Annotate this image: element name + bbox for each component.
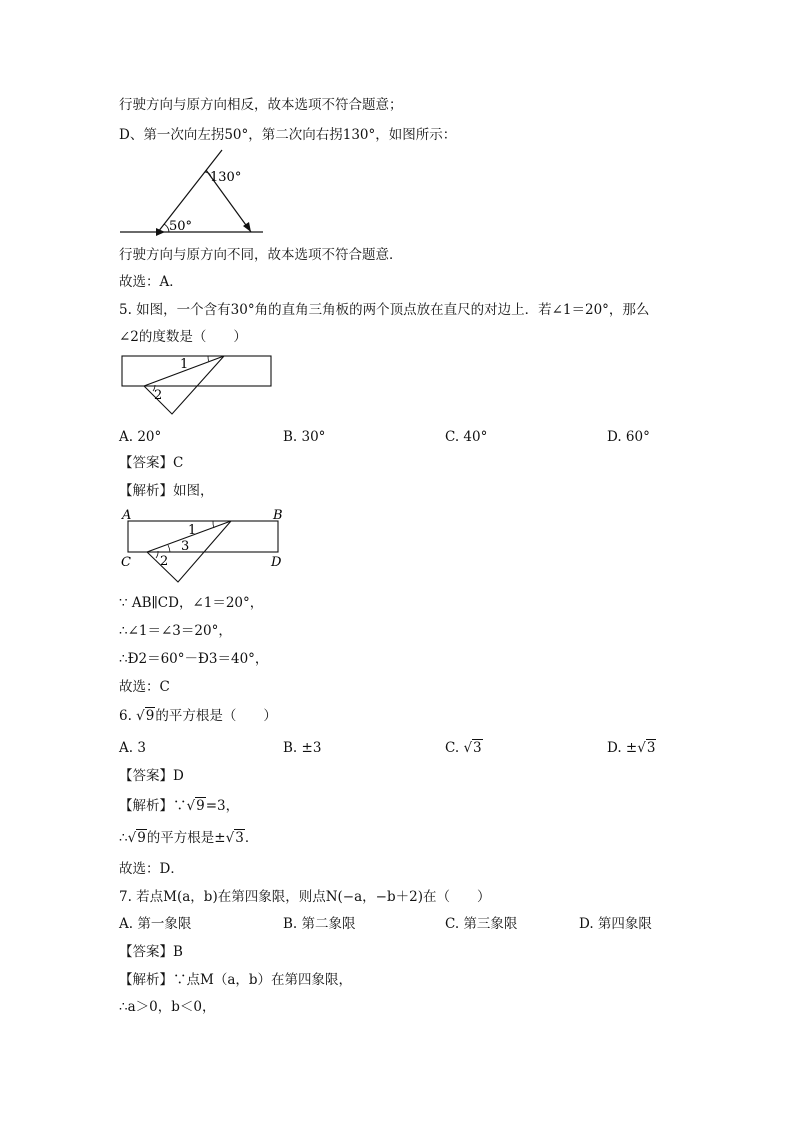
- solution-figure: [118, 506, 293, 584]
- answer-6: 【答案】D: [119, 768, 184, 784]
- angle-label-130: 130°: [210, 170, 242, 185]
- step-6: ∴√9的平方根是±√3．: [119, 830, 259, 846]
- turn-figure: [118, 150, 278, 240]
- step-3: ∴Ð2＝60°－Ð3＝40°，: [119, 651, 269, 667]
- text-line: 故选：A．: [119, 274, 183, 290]
- radical: √3: [637, 740, 656, 756]
- point-label-c: C: [121, 555, 131, 570]
- point-label-a: A: [122, 508, 132, 523]
- option-c: C. 40°: [445, 429, 488, 445]
- option-c: C. √3: [445, 740, 482, 756]
- option-d: D. 60°: [607, 429, 650, 445]
- question-number: 6.: [119, 708, 137, 724]
- option-a: A. 3: [119, 740, 146, 756]
- radical: √3: [463, 740, 482, 756]
- angle-label-1: 1: [180, 357, 189, 372]
- question-7: 7. 若点M(a，b)在第四象限，则点N(−a，−b＋2)在（ ）: [119, 889, 491, 905]
- option-a: A. 20°: [119, 429, 162, 445]
- answer-5: 【答案】C: [119, 455, 184, 471]
- option-c: C. 第三象限: [445, 916, 518, 932]
- explanation-7: 【解析】∵点M（a，b）在第四象限，: [119, 972, 353, 988]
- angle-label-50: 50°: [169, 219, 193, 234]
- question-6: 6. √9的平方根是（ ）: [119, 708, 277, 724]
- answer-7: 【答案】B: [119, 944, 183, 960]
- angle-label-2: 2: [160, 554, 169, 569]
- angle-label-2: 2: [154, 388, 163, 403]
- point-label-b: B: [273, 508, 283, 523]
- radical: √9: [136, 708, 155, 724]
- text-line: D、第一次向左拐50°，第二次向右拐130°，如图所示：: [119, 127, 457, 143]
- selection-5: 故选：C: [119, 679, 170, 695]
- option-d: D. 第四象限: [579, 916, 652, 932]
- angle-label-1: 1: [188, 523, 197, 538]
- option-b: B. ±3: [283, 740, 322, 756]
- step-1: ∵ AB∥CD，∠1＝20°，: [119, 595, 264, 611]
- question-5: 5. 如图，一个含有30°角的直角三角板的两个顶点放在直尺的对边上．若∠1＝20°，那么: [119, 302, 650, 318]
- radical: √9: [186, 798, 205, 814]
- q5-figure: [120, 352, 275, 418]
- radical: √9: [127, 830, 146, 846]
- selection-6: 故选：D．: [119, 861, 184, 877]
- option-b: B. 第二象限: [283, 916, 356, 932]
- question-5-cont: ∠2的度数是（ ）: [119, 329, 247, 345]
- step-2: ∴∠1＝∠3＝20°，: [119, 623, 232, 639]
- option-b: B. 30°: [283, 429, 326, 445]
- radical: √3: [225, 830, 244, 846]
- angle-label-3: 3: [181, 539, 190, 554]
- text-line: 行驶方向与原方向相反，故本选项不符合题意；: [119, 97, 403, 113]
- text-line: 行驶方向与原方向不同，故本选项不符合题意．: [119, 247, 403, 263]
- option-a: A. 第一象限: [119, 916, 192, 932]
- explanation-5: 【解析】如图，: [119, 483, 214, 499]
- option-d: D. ±√3: [607, 740, 656, 756]
- explanation-6: 【解析】∵√9=3，: [119, 798, 240, 814]
- step-7: ∴a＞0，b＜0，: [119, 999, 216, 1015]
- point-label-d: D: [271, 555, 282, 570]
